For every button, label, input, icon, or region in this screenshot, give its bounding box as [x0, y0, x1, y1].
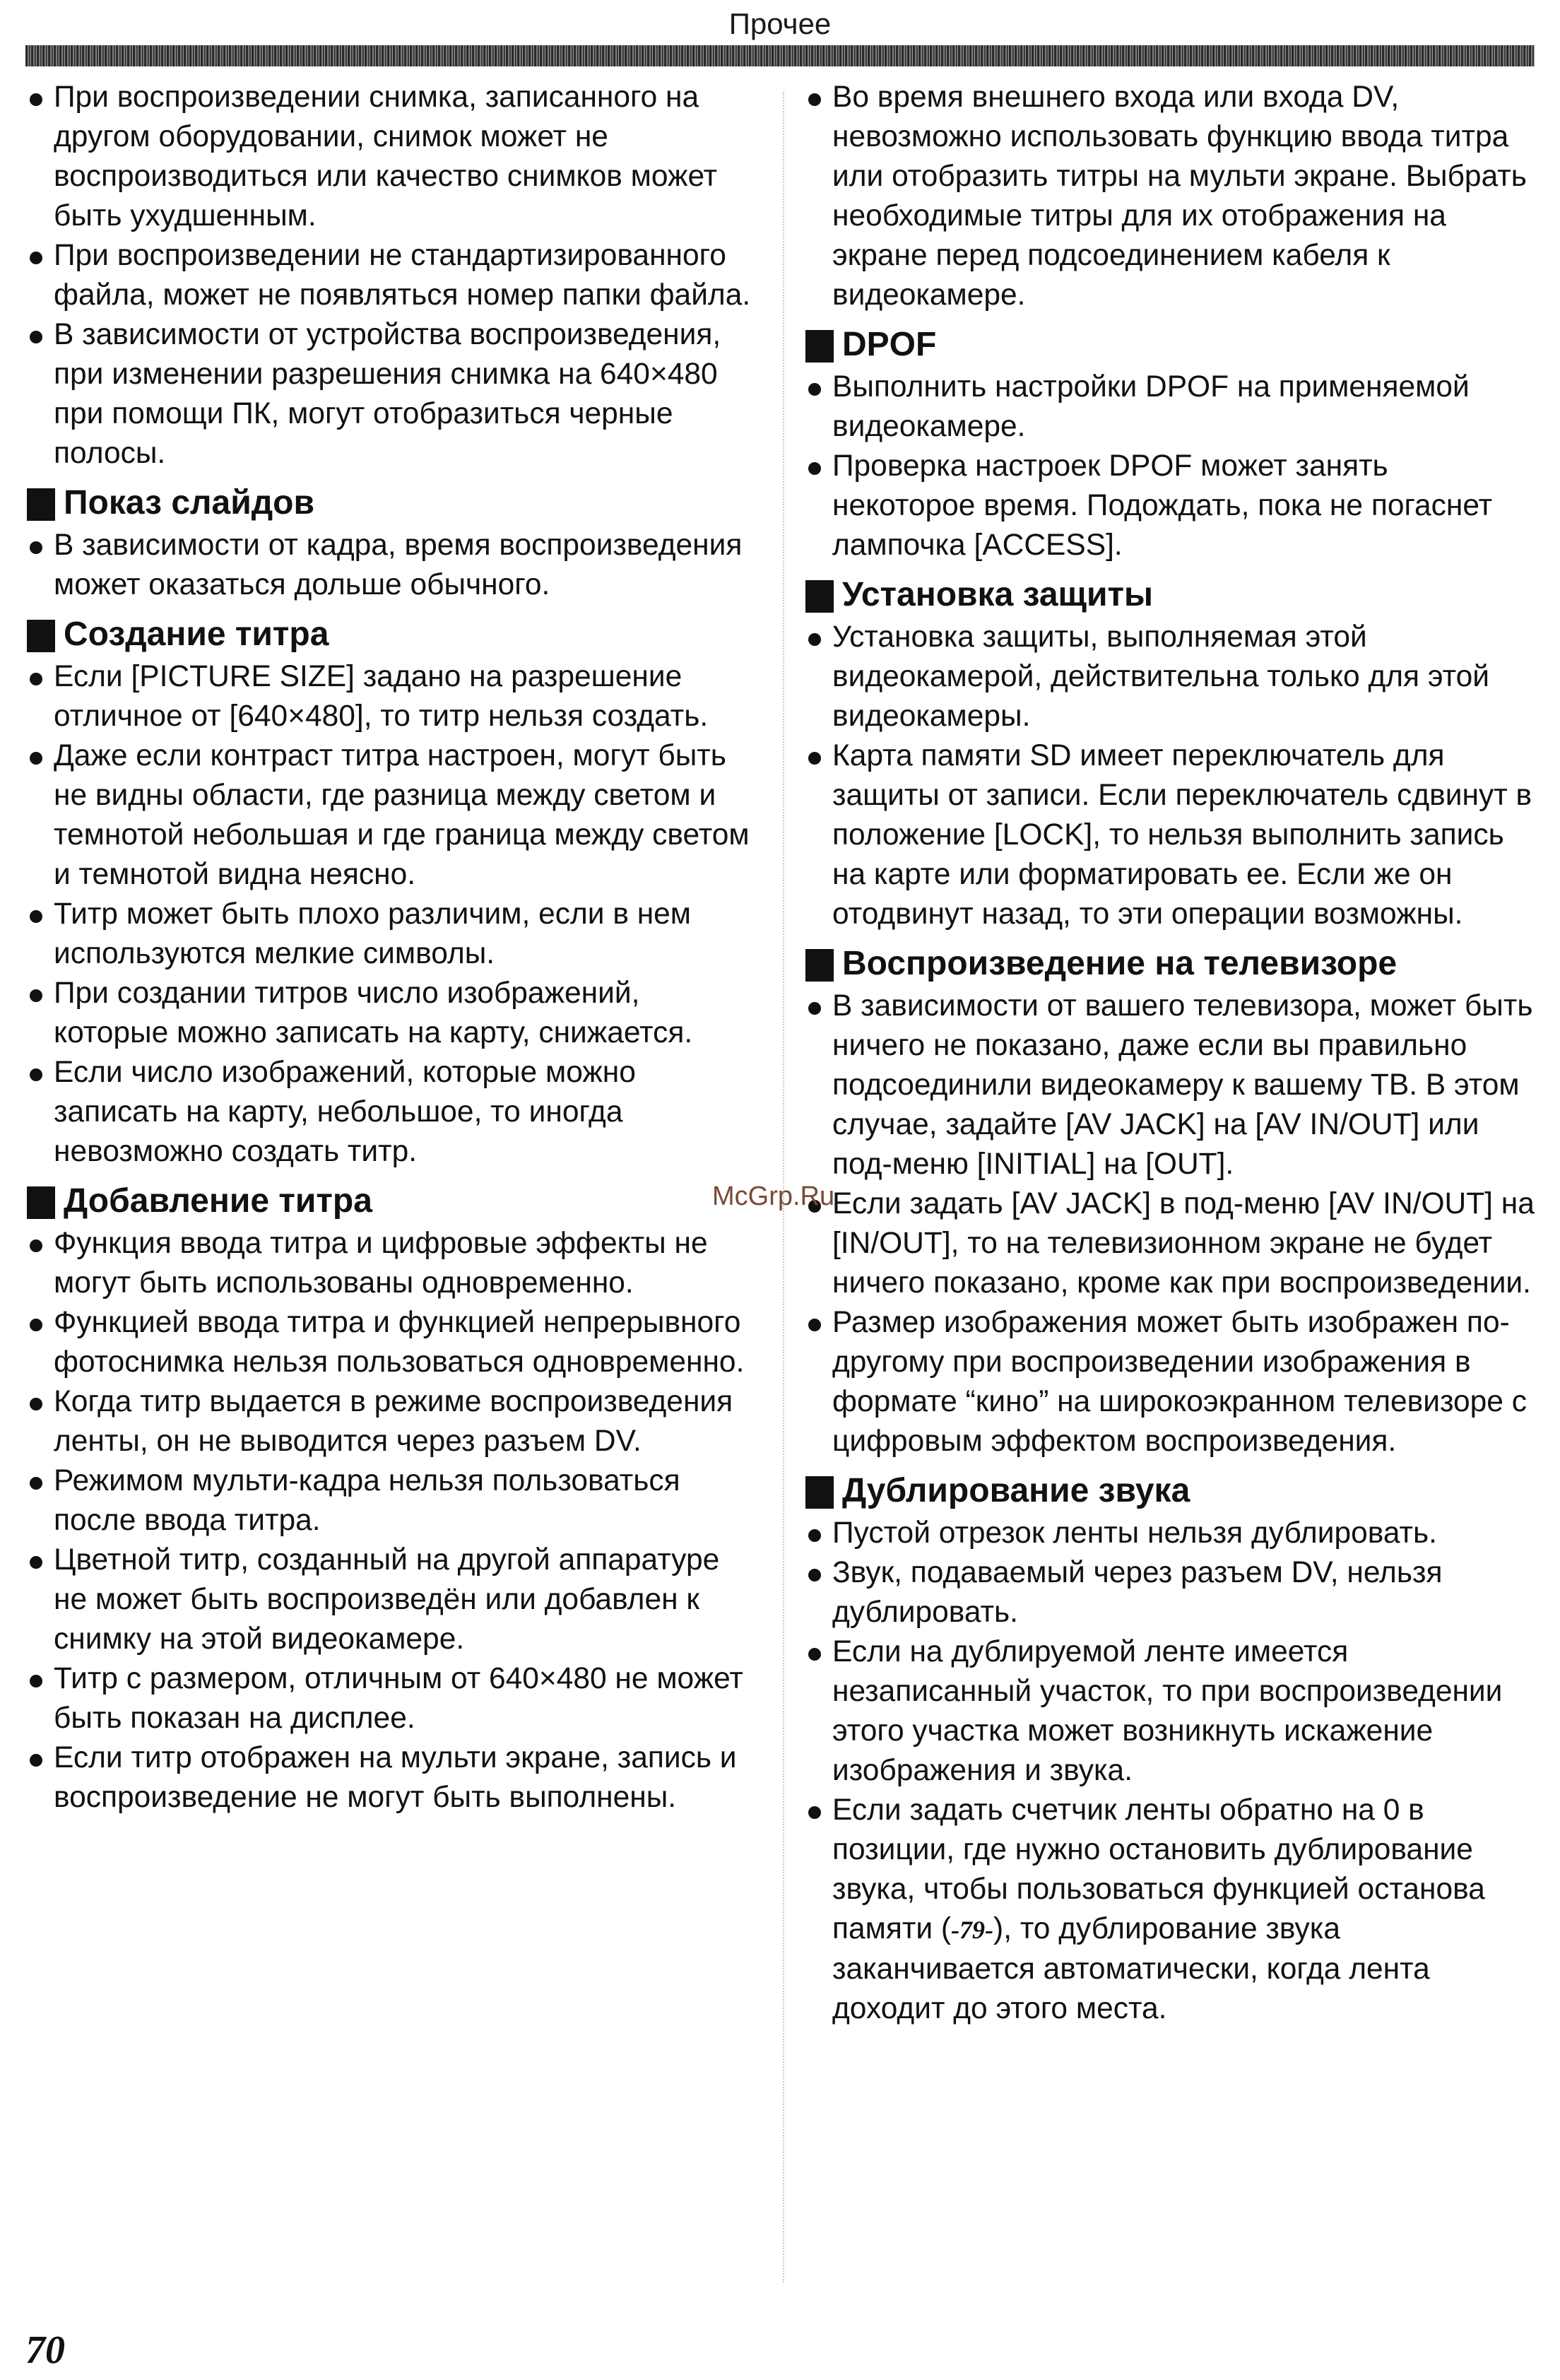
- section-heading-title-add: [25, 1180, 760, 1223]
- bullet-item: [25, 736, 760, 895]
- bullet-text: Пустой отрезок ленты нельзя дублировать.: [832, 1516, 1437, 1550]
- bullet-dot-icon: [808, 633, 821, 646]
- bullet-text: Титр с размером, отличным от 640×480 не может быть показан на дисплее.: [54, 1662, 743, 1735]
- bullet-dot-icon: [30, 331, 42, 343]
- bullet-dot-icon: [30, 1239, 42, 1252]
- bullet-dot-icon: [30, 752, 42, 765]
- bullet-text-after: ), то дублирование звука заканчивается автоматически, когда лента доходит до этого места.: [832, 1912, 1430, 2025]
- bullet-item: [804, 1553, 1539, 1632]
- bullet-text: Даже если контраст титра настроен, могут быть не видны области, где разница между светом и темнотой небольшая и где граница между светом и темнотой видна неясно.: [54, 739, 750, 891]
- bullet-text: Титр может быть плохо различим, если в нем используются мелкие символы.: [54, 897, 692, 970]
- bullet-item: [25, 1053, 760, 1172]
- section-marker-icon: [27, 620, 55, 652]
- bullet-dot-icon: [808, 1002, 821, 1015]
- section-marker-icon: [805, 949, 834, 982]
- bullet-item: [25, 1738, 760, 1818]
- bullet-text-before: Если задать счетчик ленты обратно на 0 в позиции, где нужно остановить дублирование звука, чтобы пользоваться функцией останова памяти (: [832, 1793, 1485, 1945]
- bullet-text: Если на дублируемой ленте имеется незаписанный участок, то при воспроизведении этого участка может возникнуть искажение изображения и звука.: [832, 1635, 1503, 1787]
- bullet-item: [804, 78, 1539, 315]
- bullet-dot-icon: [808, 1529, 821, 1542]
- bullet-item: [25, 895, 760, 974]
- bullet-text: Если задать [AV JACK] в под-меню [AV IN/OUT] на [IN/OUT], то на телевизионном экране не будет ничего показано, кроме как при воспроизведении.: [832, 1187, 1535, 1300]
- header-rule: [25, 45, 1535, 66]
- bullet-item: [25, 1659, 760, 1738]
- section-title: Показ слайдов: [64, 484, 315, 522]
- bullet-text: При воспроизведении снимка, записанного на другом оборудовании, снимок может не воспроизводиться или качество снимков может быть ухудшенным.: [54, 81, 718, 232]
- bullet-item: [804, 986, 1539, 1184]
- bullet-text: Выполнить настройки DPOF на применяемой видеокамере.: [832, 370, 1470, 443]
- bullet-item: [804, 1184, 1539, 1303]
- bullet-dot-icon: [30, 989, 42, 1002]
- bullet-item: [804, 367, 1539, 447]
- bullet-text: Если титр отображен на мульти экране, запись и воспроизведение не могут быть выполнены.: [54, 1741, 737, 1814]
- page-header-title: Прочее: [728, 7, 832, 40]
- bullet-item: [804, 1632, 1539, 1791]
- bullet-text: Режимом мульти-кадра нельзя пользоваться после ввода титра.: [54, 1464, 680, 1537]
- bullet-dot-icon: [30, 1477, 42, 1490]
- bullet-text: Функцией ввода титра и функцией непрерывного фотоснимка нельзя пользоваться одновременно.: [54, 1306, 745, 1379]
- bullet-text: Если [PICTURE SIZE] задано на разрешение отличное от [640×480], то титр нельзя создать.: [54, 660, 709, 733]
- bullet-item: [804, 1791, 1539, 2029]
- left-column: [25, 78, 760, 1818]
- bullet-item: [25, 657, 760, 736]
- section-heading-protect: [804, 574, 1539, 616]
- bullet-dot-icon: [808, 383, 821, 396]
- bullet-item: [804, 447, 1539, 565]
- bullet-dot-icon: [30, 252, 42, 264]
- section-marker-icon: [27, 1186, 55, 1219]
- bullet-item: [25, 1540, 760, 1659]
- bullet-dot-icon: [808, 752, 821, 765]
- right-column: [804, 78, 1539, 2029]
- bullet-dot-icon: [30, 541, 42, 554]
- section-title: Создание титра: [64, 615, 329, 653]
- bullet-text: Когда титр выдается в режиме воспроизведения ленты, он не выводится через разъем DV.: [54, 1385, 733, 1458]
- watermark-text: McGrp.Ru: [712, 1182, 835, 1211]
- section-heading-slideshow: [25, 482, 760, 524]
- bullet-text: Цветной титр, созданный на другой аппаратуре не может быть воспроизведён или добавлен к снимку на этой видеокамере.: [54, 1543, 720, 1656]
- bullet-dot-icon: [30, 1319, 42, 1331]
- bullet-dot-icon: [30, 1675, 42, 1687]
- section-heading-dub: [804, 1470, 1539, 1512]
- bullet-dot-icon: [808, 1806, 821, 1819]
- section-title: DPOF: [842, 326, 937, 363]
- section-marker-icon: [27, 488, 55, 521]
- bullet-item: [25, 236, 760, 315]
- bullet-item: [25, 78, 760, 236]
- bullet-item: [804, 618, 1539, 736]
- bullet-item: [804, 1303, 1539, 1461]
- section-heading-dpof: [804, 324, 1539, 366]
- bullet-dot-icon: [30, 1556, 42, 1569]
- bullet-item: [25, 1382, 760, 1461]
- bullet-text: Функция ввода титра и цифровые эффекты не могут быть использованы одновременно.: [54, 1227, 708, 1300]
- bullet-item: [804, 736, 1539, 934]
- bullet-item: [25, 1461, 760, 1540]
- bullet-text: Карта памяти SD имеет переключатель для защиты от записи. Если переключатель сдвинут в положение [LOCK], то нельзя выполнить запись на карте или форматировать ее. Если же он отодвинут назад, то эти операции возможны.: [832, 739, 1532, 931]
- bullet-dot-icon: [808, 1569, 821, 1581]
- bullet-dot-icon: [808, 462, 821, 475]
- bullet-item: [25, 1303, 760, 1382]
- section-marker-icon: [805, 580, 834, 613]
- section-marker-icon: [805, 1476, 834, 1509]
- bullet-item: [25, 526, 760, 605]
- bullet-text: Проверка настроек DPOF может занять некоторое время. Подождать, пока не погаснет лампочка [ACCESS].: [832, 449, 1493, 562]
- bullet-text: При воспроизведении не стандартизированного файла, может не появляться номер папки файла.: [54, 239, 751, 312]
- bullet-text: Во время внешнего входа или входа DV, невозможно использовать функцию ввода титра или отобразить титры на мульти экране. Выбрать необходимые титры для их отображения на экране перед подсоединением кабеля к видеокамере.: [832, 81, 1527, 312]
- section-title: Добавление титра: [64, 1182, 372, 1220]
- bullet-item: [25, 1224, 760, 1303]
- bullet-item: [25, 974, 760, 1053]
- section-heading-tv: [804, 943, 1539, 985]
- bullet-text: Если число изображений, которые можно записать на карту, небольшое, то иногда невозможно создать титр.: [54, 1056, 636, 1168]
- bullet-item: [804, 1514, 1539, 1553]
- bullet-text: Размер изображения может быть изображен по-другому при воспроизведении изображения в формате “кино” на широкоэкранном телевизоре с цифровым эффектом воспроизведения.: [832, 1306, 1527, 1458]
- bullet-dot-icon: [808, 93, 821, 106]
- bullet-text: В зависимости от кадра, время воспроизведения может оказаться дольше обычного.: [54, 529, 743, 601]
- page-reference-link[interactable]: -79-: [951, 1916, 994, 1944]
- bullet-dot-icon: [30, 910, 42, 923]
- section-heading-title-create: [25, 613, 760, 656]
- section-marker-icon: [805, 330, 834, 363]
- bullet-dot-icon: [30, 1068, 42, 1081]
- page-number: 70: [25, 2328, 65, 2372]
- bullet-dot-icon: [30, 93, 42, 106]
- bullet-text: Установка защиты, выполняемая этой видеокамерой, действительна только для этой видеокамеры.: [832, 620, 1489, 733]
- bullet-text: В зависимости от устройства воспроизведения, при изменении разрешения снимка на 640×480 при помощи ПК, могут отобразиться черные полосы.: [54, 318, 721, 470]
- section-title: Дублирование звука: [842, 1472, 1190, 1509]
- bullet-dot-icon: [30, 1398, 42, 1410]
- bullet-dot-icon: [30, 673, 42, 685]
- bullet-text: Звук, подаваемый через разъем DV, нельзя дублировать.: [832, 1556, 1443, 1629]
- bullet-item: [25, 315, 760, 473]
- bullet-dot-icon: [30, 1754, 42, 1767]
- bullet-dot-icon: [808, 1648, 821, 1661]
- bullet-dot-icon: [808, 1319, 821, 1331]
- bullet-text: В зависимости от вашего телевизора, может быть ничего не показано, даже если вы правильно подсоединили видеокамеру к вашему ТВ. В этом случае, задайте [AV JACK] на [AV IN/OUT] или под-меню [INITIAL] на [OUT].: [832, 989, 1533, 1181]
- section-title: Установка защиты: [842, 576, 1154, 613]
- bullet-text: При создании титров число изображений, которые можно записать на карту, снижается.: [54, 977, 693, 1049]
- section-title: Воспроизведение на телевизоре: [842, 945, 1398, 982]
